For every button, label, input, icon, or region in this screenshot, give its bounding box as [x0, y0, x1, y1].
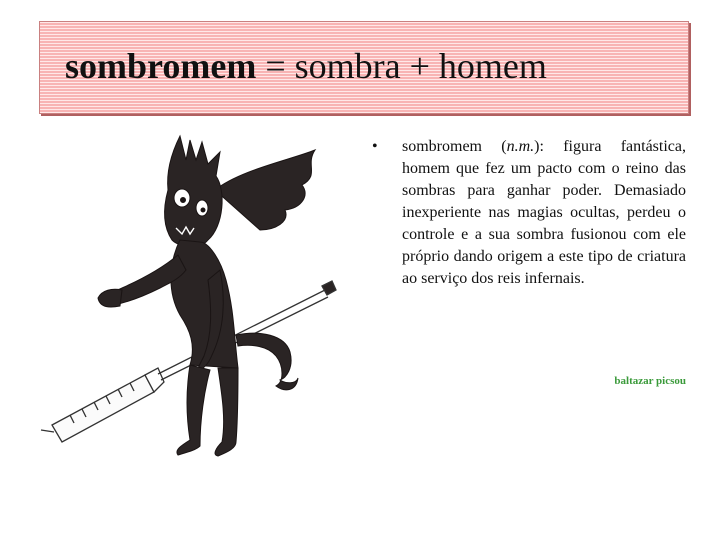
definition-text: sombromem (n.m.): figura fantástica, homem que fez um pacto com o reino das sombras para ganhar poder. Demasiado inexperiente nas magias ocultas, perdeu o controle e a sua sombra fusionou com ele próprio dando origem a este tipo de criatura ao serviço dos reis infernais.: [402, 138, 686, 287]
bullet-marker: •: [372, 138, 378, 155]
title-rest: = sombra + homem: [256, 46, 547, 86]
title-bold-word: sombromem: [65, 46, 257, 86]
creature-figure: [98, 136, 315, 456]
author-signature: baltazar picsou: [614, 375, 686, 387]
definition-abbr: n.m.: [506, 138, 535, 155]
definition-word: sombromem: [402, 138, 482, 155]
definition-body: ): figura fantástica, homem que fez um pacto com o reino das sombras para ganhar poder. Demasiado inexperiente nas magias ocultas, perdeu o controle e a sua sombra fusionou com ele próprio dando origem a este tipo de criatura ao serviço dos reis infernais.: [402, 138, 686, 287]
creature-illustration: [40, 130, 360, 530]
title-banner: [39, 21, 689, 114]
bullet-list: [372, 136, 686, 387]
slide-title: [65, 44, 547, 88]
